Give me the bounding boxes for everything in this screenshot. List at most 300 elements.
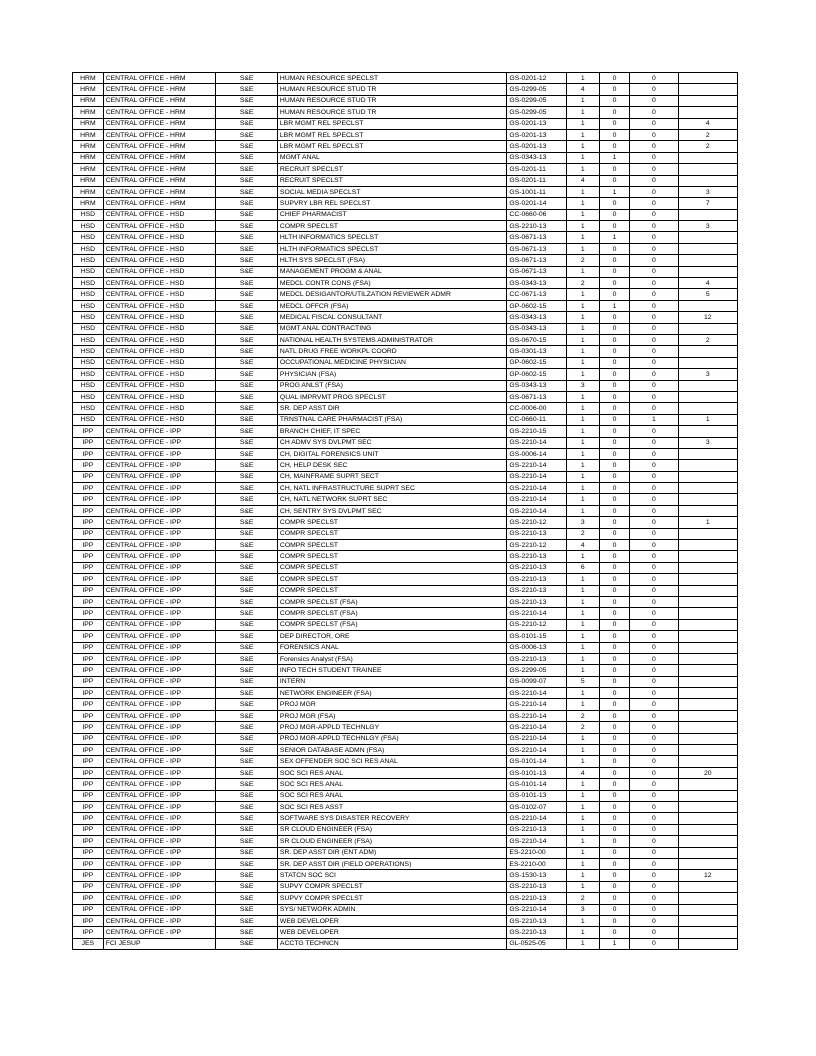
position-title-cell: SUPVY COMPR SPECLST (277, 893, 507, 904)
count-b-cell: 0 (599, 243, 630, 254)
count-a-cell: 1 (566, 198, 599, 209)
office-name-cell: CENTRAL OFFICE - IPP (103, 790, 216, 801)
count-b-cell: 0 (599, 756, 630, 767)
count-a-cell: 1 (566, 665, 599, 676)
count-a-cell: 1 (566, 836, 599, 847)
office-name-cell: CENTRAL OFFICE - IPP (103, 608, 216, 619)
division-code-cell: IPP (73, 528, 104, 539)
count-d-cell (678, 802, 737, 813)
count-b-cell: 0 (599, 391, 630, 402)
office-name-cell: CENTRAL OFFICE - IPP (103, 870, 216, 881)
division-code-cell: HSD (73, 255, 104, 266)
count-b-cell: 0 (599, 471, 630, 482)
grade-series-cell: GS-0671-13 (507, 391, 566, 402)
count-c-cell: 0 (630, 300, 678, 311)
position-title-cell: SENIOR DATABASE ADMN (FSA) (277, 745, 507, 756)
count-b-cell: 0 (599, 84, 630, 95)
count-b-cell: 0 (599, 198, 630, 209)
fund-type-cell: S&E (216, 790, 277, 801)
position-title-cell: MANAGEMENT PROGM & ANAL (277, 266, 507, 277)
count-a-cell: 1 (566, 266, 599, 277)
count-a-cell: 1 (566, 733, 599, 744)
division-code-cell: IPP (73, 870, 104, 881)
count-a-cell: 1 (566, 608, 599, 619)
position-title-cell: SR. DEP ASST DIR (FIELD OPERATIONS) (277, 858, 507, 869)
grade-series-cell: GS-0671-13 (507, 255, 566, 266)
count-d-cell (678, 460, 737, 471)
fund-type-cell: S&E (216, 847, 277, 858)
count-d-cell (678, 255, 737, 266)
table-row (73, 653, 738, 664)
grade-series-cell: GS-2210-13 (507, 551, 566, 562)
office-name-cell: CENTRAL OFFICE - IPP (103, 676, 216, 687)
count-b-cell: 0 (599, 813, 630, 824)
position-title-cell: PROJ MGR (277, 699, 507, 710)
fund-type-cell: S&E (216, 722, 277, 733)
count-a-cell: 1 (566, 334, 599, 345)
count-c-cell: 0 (630, 243, 678, 254)
office-name-cell: CENTRAL OFFICE - IPP (103, 540, 216, 551)
division-code-cell: HSD (73, 346, 104, 357)
division-code-cell: HRM (73, 95, 104, 106)
grade-series-cell: GS-2210-12 (507, 517, 566, 528)
count-c-cell: 0 (630, 710, 678, 721)
count-d-cell (678, 300, 737, 311)
count-c-cell: 0 (630, 221, 678, 232)
position-title-cell: HUMAN RESOURCE SPECLST (277, 73, 507, 84)
office-name-cell: CENTRAL OFFICE - IPP (103, 596, 216, 607)
count-c-cell: 0 (630, 642, 678, 653)
count-a-cell: 1 (566, 824, 599, 835)
grade-series-cell: CC-0671-13 (507, 289, 566, 300)
table-row (73, 631, 738, 642)
grade-series-cell: GS-2210-14 (507, 437, 566, 448)
division-code-cell: HSD (73, 278, 104, 289)
count-a-cell: 1 (566, 391, 599, 402)
fund-type-cell: S&E (216, 733, 277, 744)
office-name-cell: CENTRAL OFFICE - IPP (103, 756, 216, 767)
count-a-cell: 2 (566, 255, 599, 266)
table-row (73, 437, 738, 448)
table-row (73, 505, 738, 516)
division-code-cell: IPP (73, 722, 104, 733)
office-name-cell: CENTRAL OFFICE - IPP (103, 893, 216, 904)
table-row (73, 357, 738, 368)
count-a-cell: 1 (566, 483, 599, 494)
count-d-cell (678, 722, 737, 733)
count-a-cell: 1 (566, 881, 599, 892)
count-b-cell: 0 (599, 619, 630, 630)
count-b-cell: 0 (599, 289, 630, 300)
table-row (73, 824, 738, 835)
fund-type-cell: S&E (216, 517, 277, 528)
count-a-cell: 1 (566, 653, 599, 664)
count-a-cell: 1 (566, 688, 599, 699)
grade-series-cell: CC-0660-11 (507, 414, 566, 425)
count-d-cell (678, 448, 737, 459)
count-d-cell: 12 (678, 870, 737, 881)
table-row (73, 300, 738, 311)
fund-type-cell: S&E (216, 915, 277, 926)
count-c-cell: 0 (630, 836, 678, 847)
position-title-cell: COMPR SPECLST (277, 517, 507, 528)
count-d-cell (678, 323, 737, 334)
table-row (73, 858, 738, 869)
count-d-cell: 1 (678, 414, 737, 425)
office-name-cell: CENTRAL OFFICE - HSD (103, 391, 216, 402)
table-row (73, 904, 738, 915)
office-name-cell: CENTRAL OFFICE - IPP (103, 904, 216, 915)
position-title-cell: HUMAN RESOURCE STUD TR (277, 95, 507, 106)
grade-series-cell: GS-2210-13 (507, 915, 566, 926)
count-d-cell (678, 266, 737, 277)
division-code-cell: IPP (73, 858, 104, 869)
division-code-cell: IPP (73, 471, 104, 482)
count-b-cell: 0 (599, 129, 630, 140)
count-a-cell: 3 (566, 517, 599, 528)
count-a-cell: 1 (566, 346, 599, 357)
division-code-cell: HSD (73, 414, 104, 425)
office-name-cell: CENTRAL OFFICE - HRM (103, 73, 216, 84)
fund-type-cell: S&E (216, 528, 277, 539)
table-row (73, 927, 738, 938)
position-title-cell: Forensics Analyst (FSA) (277, 653, 507, 664)
count-a-cell: 3 (566, 380, 599, 391)
count-d-cell (678, 574, 737, 585)
fund-type-cell: S&E (216, 323, 277, 334)
division-code-cell: IPP (73, 881, 104, 892)
office-name-cell: CENTRAL OFFICE - IPP (103, 858, 216, 869)
count-b-cell: 0 (599, 437, 630, 448)
count-a-cell: 4 (566, 767, 599, 778)
count-a-cell: 2 (566, 722, 599, 733)
count-d-cell (678, 881, 737, 892)
grade-series-cell: GS-2210-14 (507, 460, 566, 471)
count-a-cell: 1 (566, 756, 599, 767)
count-d-cell (678, 608, 737, 619)
position-title-cell: SOC SCI RES ANAL (277, 779, 507, 790)
grade-series-cell: GS-2210-14 (507, 836, 566, 847)
fund-type-cell: S&E (216, 357, 277, 368)
division-code-cell: IPP (73, 608, 104, 619)
grade-series-cell: GP-0602-15 (507, 300, 566, 311)
fund-type-cell: S&E (216, 380, 277, 391)
count-d-cell: 4 (678, 278, 737, 289)
count-d-cell: 5 (678, 289, 737, 300)
count-a-cell: 1 (566, 141, 599, 152)
count-d-cell (678, 209, 737, 220)
office-name-cell: CENTRAL OFFICE - IPP (103, 733, 216, 744)
count-a-cell: 1 (566, 448, 599, 459)
count-b-cell: 0 (599, 676, 630, 687)
count-d-cell (678, 357, 737, 368)
division-code-cell: HSD (73, 300, 104, 311)
fund-type-cell: S&E (216, 551, 277, 562)
count-c-cell: 0 (630, 562, 678, 573)
position-title-cell: INTERN (277, 676, 507, 687)
count-a-cell: 1 (566, 619, 599, 630)
position-title-cell: SOC SCI RES ANAL (277, 767, 507, 778)
table-row (73, 722, 738, 733)
count-c-cell: 0 (630, 665, 678, 676)
position-title-cell: SOC SCI RES ANAL (277, 790, 507, 801)
division-code-cell: IPP (73, 437, 104, 448)
office-name-cell: CENTRAL OFFICE - IPP (103, 483, 216, 494)
fund-type-cell: S&E (216, 608, 277, 619)
count-a-cell: 1 (566, 357, 599, 368)
count-b-cell: 0 (599, 790, 630, 801)
position-title-cell: COMPR SPECLST (277, 562, 507, 573)
count-c-cell: 0 (630, 198, 678, 209)
grade-series-cell: GS-2210-12 (507, 619, 566, 630)
table-row (73, 232, 738, 243)
position-title-cell: RECRUIT SPECLST (277, 164, 507, 175)
table-row (73, 391, 738, 402)
fund-type-cell: S&E (216, 334, 277, 345)
grade-series-cell: ES-2210-00 (507, 847, 566, 858)
count-c-cell: 0 (630, 460, 678, 471)
count-a-cell: 1 (566, 300, 599, 311)
grade-series-cell: GS-0201-11 (507, 175, 566, 186)
count-a-cell: 3 (566, 904, 599, 915)
count-c-cell: 0 (630, 255, 678, 266)
office-name-cell: CENTRAL OFFICE - HSD (103, 289, 216, 300)
count-b-cell: 0 (599, 699, 630, 710)
count-d-cell: 2 (678, 141, 737, 152)
position-title-cell: PHYSICIAN (FSA) (277, 369, 507, 380)
division-code-cell: IPP (73, 767, 104, 778)
office-name-cell: CENTRAL OFFICE - HSD (103, 357, 216, 368)
position-title-cell: SR. DEP ASST DIR (277, 403, 507, 414)
count-c-cell: 0 (630, 574, 678, 585)
position-title-cell: COMPR SPECLST (277, 551, 507, 562)
table-row (73, 528, 738, 539)
office-name-cell: CENTRAL OFFICE - HRM (103, 107, 216, 118)
count-a-cell: 1 (566, 585, 599, 596)
grade-series-cell: GS-0201-13 (507, 118, 566, 129)
office-name-cell: CENTRAL OFFICE - HRM (103, 118, 216, 129)
office-name-cell: CENTRAL OFFICE - IPP (103, 426, 216, 437)
fund-type-cell: S&E (216, 676, 277, 687)
position-title-cell: QUAL IMPRVMT PROG SPECLST (277, 391, 507, 402)
count-c-cell: 0 (630, 688, 678, 699)
position-title-cell: COMPR SPECLST (FSA) (277, 596, 507, 607)
count-c-cell: 0 (630, 847, 678, 858)
grade-series-cell: GS-0343-13 (507, 380, 566, 391)
count-c-cell: 0 (630, 790, 678, 801)
position-title-cell: HLTH SYS SPECLST (FSA) (277, 255, 507, 266)
count-c-cell: 0 (630, 186, 678, 197)
fund-type-cell: S&E (216, 494, 277, 505)
office-name-cell: CENTRAL OFFICE - HRM (103, 186, 216, 197)
position-title-cell: PROJ MGR-APPLD TECHNLGY (FSA) (277, 733, 507, 744)
table-row (73, 471, 738, 482)
table-row (73, 779, 738, 790)
position-title-cell: SR CLOUD ENGINEER (FSA) (277, 824, 507, 835)
fund-type-cell: S&E (216, 585, 277, 596)
fund-type-cell: S&E (216, 243, 277, 254)
division-code-cell: HSD (73, 232, 104, 243)
count-b-cell: 0 (599, 688, 630, 699)
position-title-cell: CH, NATL INFRASTRUCTURE SUPRT SEC (277, 483, 507, 494)
grade-series-cell: GS-0101-14 (507, 756, 566, 767)
count-d-cell (678, 380, 737, 391)
count-a-cell: 5 (566, 676, 599, 687)
count-a-cell: 1 (566, 574, 599, 585)
office-name-cell: CENTRAL OFFICE - HSD (103, 255, 216, 266)
count-c-cell: 0 (630, 596, 678, 607)
fund-type-cell: S&E (216, 665, 277, 676)
count-d-cell (678, 391, 737, 402)
count-d-cell (678, 483, 737, 494)
count-a-cell: 1 (566, 369, 599, 380)
division-code-cell: IPP (73, 836, 104, 847)
position-title-cell: COMPR SPECLST (FSA) (277, 608, 507, 619)
fund-type-cell: S&E (216, 175, 277, 186)
division-code-cell: IPP (73, 699, 104, 710)
division-code-cell: IPP (73, 915, 104, 926)
count-d-cell: 1 (678, 517, 737, 528)
count-d-cell (678, 927, 737, 938)
office-name-cell: CENTRAL OFFICE - IPP (103, 471, 216, 482)
grade-series-cell: GS-2210-14 (507, 710, 566, 721)
count-d-cell (678, 528, 737, 539)
division-code-cell: IPP (73, 688, 104, 699)
position-title-cell: SUPVY COMPR SPECLST (277, 881, 507, 892)
office-name-cell: CENTRAL OFFICE - IPP (103, 915, 216, 926)
grade-series-cell: GS-0099-07 (507, 676, 566, 687)
division-code-cell: IPP (73, 426, 104, 437)
count-b-cell: 0 (599, 448, 630, 459)
grade-series-cell: GS-2210-15 (507, 426, 566, 437)
fund-type-cell: S&E (216, 904, 277, 915)
count-c-cell: 0 (630, 858, 678, 869)
count-b-cell: 0 (599, 665, 630, 676)
office-name-cell: CENTRAL OFFICE - IPP (103, 847, 216, 858)
office-name-cell: CENTRAL OFFICE - IPP (103, 653, 216, 664)
fund-type-cell: S&E (216, 653, 277, 664)
fund-type-cell: S&E (216, 426, 277, 437)
division-code-cell: HRM (73, 198, 104, 209)
grade-series-cell: GS-2210-14 (507, 608, 566, 619)
count-d-cell (678, 562, 737, 573)
count-a-cell: 1 (566, 232, 599, 243)
division-code-cell: IPP (73, 517, 104, 528)
count-c-cell: 0 (630, 653, 678, 664)
count-a-cell: 1 (566, 152, 599, 163)
count-d-cell (678, 243, 737, 254)
division-code-cell: IPP (73, 540, 104, 551)
count-a-cell: 1 (566, 403, 599, 414)
count-d-cell (678, 915, 737, 926)
division-code-cell: IPP (73, 676, 104, 687)
table-row (73, 870, 738, 881)
count-d-cell (678, 95, 737, 106)
position-title-cell: RECRUIT SPECLST (277, 175, 507, 186)
count-d-cell (678, 551, 737, 562)
table-row (73, 483, 738, 494)
count-c-cell: 0 (630, 528, 678, 539)
count-d-cell (678, 733, 737, 744)
table-row (73, 540, 738, 551)
fund-type-cell: S&E (216, 574, 277, 585)
count-b-cell: 0 (599, 608, 630, 619)
division-code-cell: IPP (73, 665, 104, 676)
count-a-cell: 2 (566, 710, 599, 721)
count-d-cell (678, 596, 737, 607)
count-b-cell: 0 (599, 710, 630, 721)
fund-type-cell: S&E (216, 631, 277, 642)
position-title-cell: CH ADMV SYS DVLPMT SEC (277, 437, 507, 448)
count-d-cell (678, 73, 737, 84)
count-a-cell: 4 (566, 540, 599, 551)
grade-series-cell: GS-0343-13 (507, 312, 566, 323)
grade-series-cell: GS-0301-13 (507, 346, 566, 357)
table-row (73, 699, 738, 710)
fund-type-cell: S&E (216, 107, 277, 118)
count-b-cell: 1 (599, 186, 630, 197)
table-row (73, 346, 738, 357)
fund-type-cell: S&E (216, 938, 277, 949)
fund-type-cell: S&E (216, 460, 277, 471)
count-b-cell: 0 (599, 426, 630, 437)
count-c-cell: 0 (630, 448, 678, 459)
table-row (73, 938, 738, 949)
grade-series-cell: GS-2210-13 (507, 574, 566, 585)
table-row (73, 414, 738, 425)
position-title-cell: CH, MAINFRAME SUPRT SECT (277, 471, 507, 482)
office-name-cell: CENTRAL OFFICE - HSD (103, 221, 216, 232)
count-b-cell: 0 (599, 528, 630, 539)
count-d-cell (678, 893, 737, 904)
fund-type-cell: S&E (216, 767, 277, 778)
count-c-cell: 0 (630, 334, 678, 345)
count-b-cell: 0 (599, 369, 630, 380)
count-c-cell: 0 (630, 927, 678, 938)
position-title-cell: MGMT ANAL CONTRACTING (277, 323, 507, 334)
count-b-cell: 0 (599, 927, 630, 938)
count-c-cell: 0 (630, 585, 678, 596)
count-b-cell: 0 (599, 540, 630, 551)
office-name-cell: CENTRAL OFFICE - IPP (103, 619, 216, 630)
count-c-cell: 0 (630, 129, 678, 140)
position-title-cell: PROJ MGR (FSA) (277, 710, 507, 721)
grade-series-cell: GS-0006-14 (507, 448, 566, 459)
count-a-cell: 1 (566, 915, 599, 926)
count-b-cell: 0 (599, 95, 630, 106)
position-title-cell: MGMT ANAL (277, 152, 507, 163)
count-a-cell: 1 (566, 186, 599, 197)
fund-type-cell: S&E (216, 289, 277, 300)
fund-type-cell: S&E (216, 221, 277, 232)
count-b-cell: 1 (599, 232, 630, 243)
count-a-cell: 1 (566, 289, 599, 300)
fund-type-cell: S&E (216, 505, 277, 516)
count-d-cell (678, 904, 737, 915)
grade-series-cell: GS-0101-15 (507, 631, 566, 642)
fund-type-cell: S&E (216, 278, 277, 289)
fund-type-cell: S&E (216, 893, 277, 904)
fund-type-cell: S&E (216, 688, 277, 699)
table-row (73, 836, 738, 847)
position-title-cell: HUMAN RESOURCE STUD TR (277, 107, 507, 118)
count-d-cell (678, 642, 737, 653)
division-code-cell: HSD (73, 312, 104, 323)
office-name-cell: CENTRAL OFFICE - HSD (103, 414, 216, 425)
count-b-cell: 0 (599, 266, 630, 277)
count-b-cell: 0 (599, 824, 630, 835)
grade-series-cell: GS-0201-13 (507, 141, 566, 152)
